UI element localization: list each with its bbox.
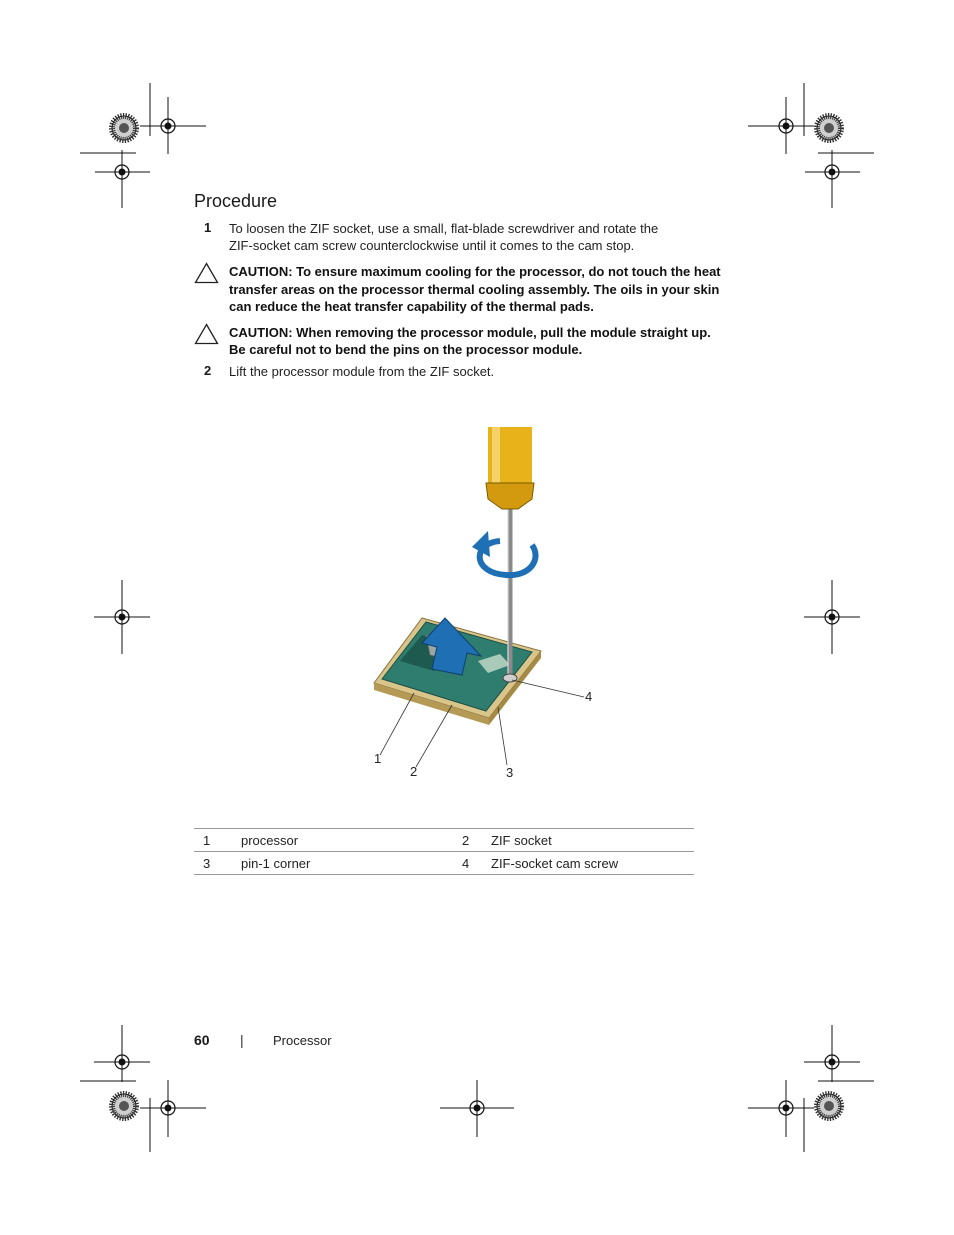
callout-legend-table xyxy=(194,828,694,875)
table-row xyxy=(194,852,694,875)
legend-number: 3 xyxy=(194,852,241,875)
table-row xyxy=(194,829,694,852)
caution-1-line-2: transfer areas on the processor thermal cooling assembly. The oils in your skin xyxy=(229,282,720,297)
caution-icon xyxy=(194,323,219,345)
caution-icon xyxy=(194,262,219,284)
step-1-number: 1 xyxy=(204,220,212,235)
legend-number: 1 xyxy=(194,829,241,852)
callout-2: 2 xyxy=(410,764,418,779)
processor-removal-illustration xyxy=(360,425,610,785)
footer-section-title: Processor xyxy=(273,1033,332,1048)
legend-label: ZIF socket xyxy=(491,829,694,852)
legend-number: 2 xyxy=(453,829,491,852)
callout-1: 1 xyxy=(374,751,382,766)
section-heading: Procedure xyxy=(194,191,278,211)
legend-label: pin-1 corner xyxy=(241,852,453,875)
step-1-line-1: To loosen the ZIF socket, use a small, flat-blade screwdriver and rotate the xyxy=(229,221,659,236)
caution-2-line-2: Be careful not to bend the pins on the processor module. xyxy=(229,342,583,357)
callout-4: 4 xyxy=(585,689,593,704)
step-2-line-1: Lift the processor module from the ZIF socket. xyxy=(229,364,495,379)
legend-label: processor xyxy=(241,829,453,852)
page-number: 60 xyxy=(194,1032,210,1048)
legend-number: 4 xyxy=(453,852,491,875)
callout-3: 3 xyxy=(506,765,514,780)
caution-1-line-3: can reduce the heat transfer capability of the thermal pads. xyxy=(229,299,594,314)
caution-2-line-1: CAUTION: When removing the processor module, pull the module straight up. xyxy=(229,325,711,340)
legend-label: ZIF-socket cam screw xyxy=(491,852,694,875)
step-2-number: 2 xyxy=(204,363,212,378)
footer-separator: | xyxy=(240,1032,244,1048)
step-1-line-2: ZIF-socket cam screw counterclockwise until it comes to the cam stop. xyxy=(229,238,635,253)
caution-1-line-1: CAUTION: To ensure maximum cooling for the processor, do not touch the heat xyxy=(229,264,721,279)
